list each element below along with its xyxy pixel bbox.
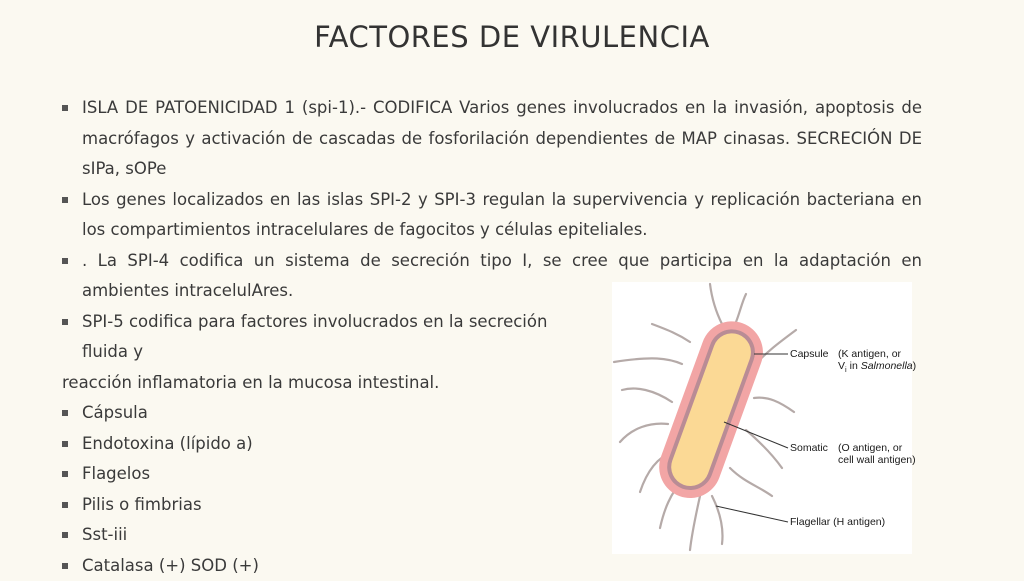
flagellum	[620, 424, 668, 442]
square-bullet-icon	[62, 197, 68, 203]
slide-title: FACTORES DE VIRULENCIA	[0, 20, 1024, 54]
capsule-detail-line1: (K antigen, or	[838, 348, 902, 360]
square-bullet-icon	[62, 105, 68, 111]
somatic-detail-line2: cell wall antigen)	[838, 454, 916, 466]
square-bullet-icon	[62, 441, 68, 447]
somatic-detail-line1: (O antigen, or	[838, 442, 903, 454]
bacterium-illustration	[612, 282, 912, 554]
capsule-label: Capsule	[790, 348, 829, 360]
flagellum	[736, 294, 746, 322]
flagellum	[614, 358, 682, 364]
bullet-text: ISLA DE PATOENICIDAD 1 (spi-1).- CODIFICA Varios genes involucrados en la invasión, apoptosis de macrófagos y activación de cascadas de fosforilación dependientes de MAP cinasas. SECRECIÓN DE sIPa, sOPe	[82, 98, 922, 178]
square-bullet-icon	[62, 563, 68, 569]
bullet-text: Sst-iii	[82, 525, 127, 544]
square-bullet-icon	[62, 502, 68, 508]
list-item	[62, 93, 922, 185]
flagellum	[652, 324, 690, 342]
flagellum	[622, 389, 672, 403]
leader-line	[716, 506, 788, 522]
square-bullet-icon	[62, 410, 68, 416]
square-bullet-icon	[62, 471, 68, 477]
flagellum	[710, 284, 722, 324]
square-bullet-icon	[62, 532, 68, 538]
bullet-text: Catalasa (+) SOD (+)	[82, 556, 259, 575]
bullet-text: Flagelos	[82, 464, 150, 483]
capsule-detail-line2: $V_i$ in Salmonella)	[838, 360, 916, 374]
bullet-text: . La SPI-4 codifica un sistema de secreción tipo I, se cree que participa en la adaptación en ambientes intracelulAres.	[82, 251, 922, 301]
bullet-text: SPI-5 codifica para factores involucrados en la secreción fluida y	[82, 312, 547, 362]
flagellum	[754, 398, 794, 412]
list-item	[62, 551, 922, 581]
flagellar-label: Flagellar (H antigen)	[790, 516, 885, 528]
bullet-text: Endotoxina (lípido a)	[82, 434, 253, 453]
list-item	[62, 307, 592, 368]
bullet-continuation-text: reacción inflamatoria en la mucosa intestinal.	[62, 368, 922, 399]
square-bullet-icon	[62, 258, 68, 264]
list-item	[62, 185, 922, 246]
somatic-label: Somatic	[790, 442, 828, 454]
bullet-text: Los genes localizados en las islas SPI-2 y SPI-3 regulan la supervivencia y replicación bacteriana en los compartimientos intracelulares de fagocitos y células epiteliales.	[82, 190, 922, 240]
bacterium-body	[650, 313, 771, 507]
flagellum	[690, 496, 700, 550]
bacterium-diagram	[612, 282, 912, 554]
flagellum	[730, 468, 772, 496]
flagellum	[746, 430, 782, 468]
flagellum	[712, 496, 723, 544]
bullet-text: Pilis o fimbrias	[82, 495, 202, 514]
bullet-text: Cápsula	[82, 403, 148, 422]
square-bullet-icon	[62, 319, 68, 325]
